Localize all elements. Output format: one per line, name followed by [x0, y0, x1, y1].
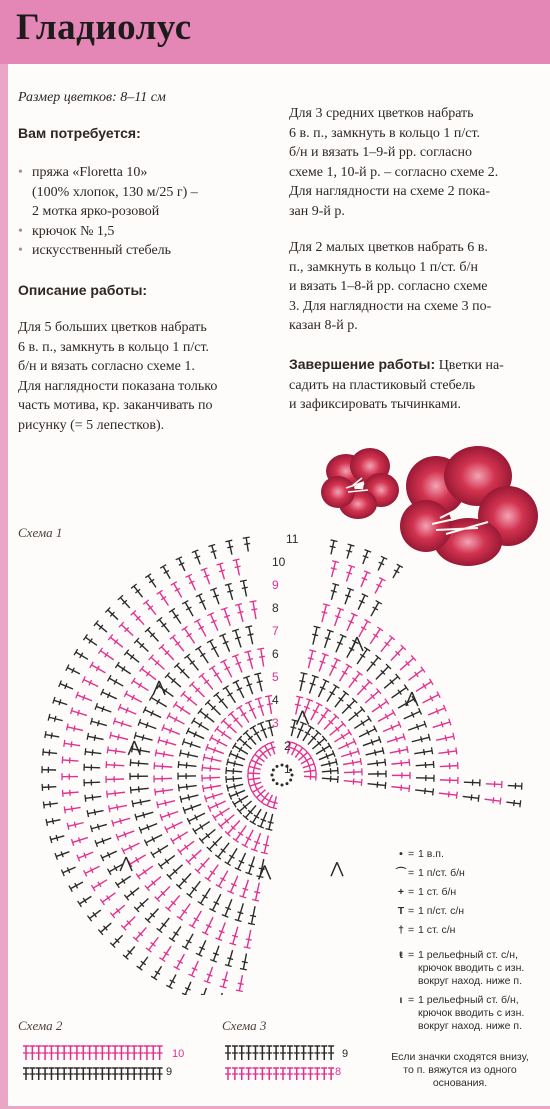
relief-single-icon: ι: [399, 994, 403, 1006]
small-flower-photo: [321, 448, 399, 519]
finish-line: и зафиксировать тычинками.: [289, 397, 461, 412]
need-yarn-detail: (100% хлопок, 130 м/25 г) –: [32, 184, 198, 200]
page-title: Гладиолус: [16, 7, 192, 48]
need-stem: • искусственный стебель: [18, 241, 278, 261]
small-line: казан 8-й р.: [289, 318, 358, 333]
scheme-1-row-number: 11: [286, 532, 299, 546]
same-base-note: [372, 1051, 548, 1090]
legend-label: 1 ст. с/н: [418, 924, 456, 936]
legend-label: 1 ст. б/н: [418, 886, 457, 898]
finish-line: Цветки на-: [435, 358, 504, 373]
finish-text: [289, 355, 539, 415]
desc-line: Для наглядности показана только: [18, 378, 218, 394]
need-yarn: • пряжа «Floretta 10»: [18, 163, 278, 183]
chain-icon: •: [399, 848, 403, 860]
scheme-1-row-number: 7: [272, 624, 279, 638]
note-line: основания.: [432, 1077, 488, 1089]
note-line: то п. вяжутся из одного: [403, 1064, 517, 1076]
slip-stitch-icon: ⌒: [395, 867, 407, 879]
symbol-legend: • = 1 в.п. ⌒ = 1 п/ст. б/н + = 1 ст. б/н T = 1 п/ст. с/н † = 1 ст. с/н ŧ = 1 рельефный ст. с/н, крючок вводить с изн. вокруг наход. ниже п. ι = 1 рельефный ст. б/н, крючок вводить с изн. вокруг наход. ниже п.: [395, 848, 525, 1032]
scheme-1-row-number: 5: [272, 670, 279, 684]
finish-line: садить на пластиковый стебель: [289, 377, 476, 393]
need-hook: • крючок № 1,5: [18, 222, 278, 242]
scheme-1-row-number: 4: [272, 693, 279, 707]
scheme-2-diagram: [20, 1038, 173, 1086]
scheme-2-row-10: 10: [172, 1048, 185, 1060]
left-border: [0, 64, 8, 1109]
desc-heading: Описание работы:: [18, 282, 148, 298]
scheme-1-row-number: 10: [272, 555, 286, 569]
scheme-1-row-number: 1: [284, 762, 291, 776]
mid-line: 6 в. п., замкнуть в кольцо 1 п/ст.: [289, 125, 481, 141]
half-double-icon: T: [397, 905, 405, 917]
desc-text: [18, 318, 278, 435]
legend-label: крючок вводить с изн.: [418, 1007, 525, 1019]
flower-size: Размер цветков: 8–11 см: [18, 90, 166, 105]
small-line: п., замкнуть в кольцо 1 п/ст. б/н: [289, 259, 478, 275]
scheme-1-label: Схема 1: [18, 525, 63, 540]
needs-heading: Вам потребуется:: [18, 125, 141, 141]
small-line: Для 2 малых цветков набрать 6 в.: [289, 240, 488, 255]
legend-label: 1 в.п.: [418, 848, 444, 860]
desc-line: б/н и вязать согласно схеме 1.: [18, 359, 195, 374]
scheme-1-row-number: 6: [272, 647, 279, 661]
small-line: 3. Для наглядности на схеме 3 по-: [289, 298, 492, 314]
scheme-1-row-number: 8: [272, 601, 279, 615]
legend-label: вокруг наход. ниже п.: [418, 975, 523, 987]
relief-double-icon: ŧ: [399, 949, 403, 961]
legend-label: вокруг наход. ниже п.: [418, 1020, 523, 1032]
single-crochet-icon: +: [397, 886, 405, 898]
needs-list: [18, 163, 278, 261]
scheme-1-row-number: 3: [272, 716, 279, 730]
legend-label: 1 рельефный ст. б/н,: [418, 994, 519, 1006]
header-band: [0, 0, 550, 64]
small-flowers-text: [289, 238, 539, 336]
legend-label: 1 п/ст. с/н: [418, 905, 465, 917]
mid-line: б/н и вязать 1–9-й рр. согласно: [289, 145, 473, 160]
mid-line: схеме 1, 10-й р. – согласно схеме 2.: [289, 164, 499, 180]
desc-line: рисунку (= 5 лепестков).: [18, 417, 165, 433]
mid-line: Для наглядности на схеме 2 пока-: [289, 184, 491, 199]
scheme-3-row-8: 8: [335, 1066, 342, 1078]
scheme-1-row-number: 9: [272, 578, 279, 592]
scheme-3-row-9: 9: [342, 1048, 349, 1060]
finish-heading: Завершение работы:: [289, 356, 436, 372]
mid-line: зан 9-й р.: [289, 203, 345, 219]
legend-label: 1 п/ст. б/н: [418, 867, 465, 879]
scheme-2-label: Схема 2: [18, 1018, 63, 1033]
desc-line: Для 5 больших цветков набрать: [18, 320, 207, 335]
note-line: Если значки сходятся внизу,: [391, 1051, 529, 1063]
scheme-1-row-number: 2: [284, 739, 291, 753]
mid-line: Для 3 средних цветков набрать: [289, 106, 474, 121]
scheme-3-label: Схема 3: [222, 1018, 267, 1033]
medium-flowers-text: [289, 104, 539, 221]
scheme-3-diagram: [222, 1038, 342, 1086]
scheme-2-row-9: 9: [166, 1066, 173, 1078]
legend-label: крючок вводить с изн.: [418, 962, 525, 974]
need-yarn-amount: 2 мотка ярко-розовой: [32, 204, 160, 219]
desc-line: 6 в. п., замкнуть в кольцо 1 п/ст.: [18, 339, 210, 355]
double-crochet-icon: †: [398, 924, 404, 936]
desc-line: часть мотива, кр. заканчивать по: [18, 398, 213, 413]
small-line: и вязать 1–8-й рр. согласно схеме: [289, 279, 488, 294]
legend-label: 1 рельефный ст. с/н,: [418, 949, 518, 961]
